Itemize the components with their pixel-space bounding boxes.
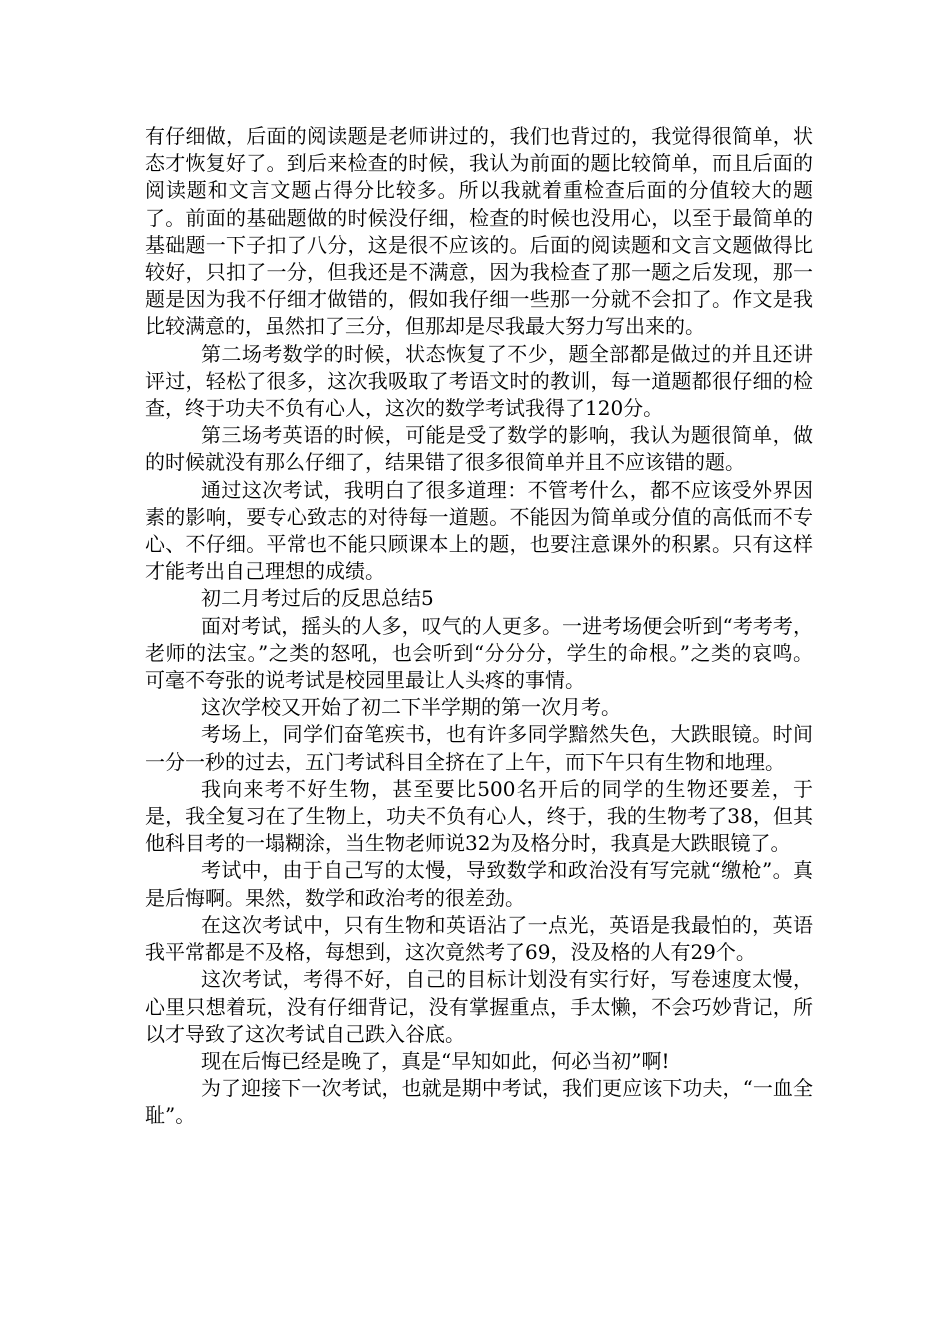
paragraph-facing-exams: 面对考试，摇头的人多，叹气的人更多。一进考场便会听到“考考考，老师的法宝。”之类的怒吼，也会听到“分分分，学生的命根。”之类的哀鸣。可毫不夸张的说考试是校园里最让人头疼的事情。 [145,613,813,693]
paragraph-reflection: 这次考试，考得不好，自己的目标计划没有实行好，写卷速度太慢，心里只想着玩，没有仔细背记，没有掌握重点，手太懒，不会巧妙背记，所以才导致了这次考试自己跌入谷底。 [145,967,813,1046]
document-body [145,123,813,1130]
paragraph-english-score: 在这次考试中，只有生物和英语沾了一点光，英语是我最怕的，英语我平常都是不及格，每想到，这次竟然考了69，没及格的人有29个。 [145,912,813,965]
paragraph-math-exam: 第二场考数学的时候，状态恢复了不少，题全部都是做过的并且还讲评过，轻松了很多，这次我吸取了考语文时的教训，每一道题都很仔细的检查，终于功夫不负有心人，这次的数学考试我得了120分。 [145,341,813,421]
paragraph-next-exam: 为了迎接下一次考试，也就是期中考试，我们更应该下功夫，“一血全耻”。 [145,1076,813,1128]
paragraph-writing-slow: 考试中，由于自己写的太慢，导致数学和政治没有写完就“缴枪”。真是后悔啊。果然，数学和政治考的很差劲。 [145,858,813,910]
paragraph-english-exam: 第三场考英语的时候，可能是受了数学的影响，我认为题很简单，做的时候就没有那么仔细了，结果错了很多很简单并且不应该错的题。 [145,423,813,475]
paragraph-biology: 我向来考不好生物，甚至要比500名开后的同学的生物还要差，于是，我全复习在了生物上，功夫不负有心人，终于，我的生物考了38，但其他科目考的一塌糊涂，当生物老师说32为及格分时，我真是大跌眼镜了。 [145,776,813,856]
paragraph-regret: 现在后悔已经是晚了，真是“早知如此，何必当初”啊! [201,1048,670,1073]
paragraph-lessons-learned: 通过这次考试，我明白了很多道理：不管考什么，都不应该受外界因素的影响，要专心致志的对待每一道题。不能因为简单或分值的高低而不专心、不仔细。平常也不能只顾课本上的题，也要注意课外的积累。只有这样才能考出自己理想的成绩。 [145,477,813,584]
paragraph-monthly-exam: 这次学校又开始了初二下半学期的第一次月考。 [201,695,621,720]
paragraph-exam-room: 考场上，同学们奋笔疾书，也有许多同学黯然失色，大跌眼镜。时间一分一秒的过去，五门考试科目全挤在了上午，而下午只有生物和地理。 [145,722,813,774]
section-title: 初二月考过后的反思总结5 [201,586,434,611]
paragraph-continuation: 有仔细做，后面的阅读题是老师讲过的，我们也背过的，我觉得很简单，状态才恢复好了。到后来检查的时候，我认为前面的题比较简单，而且后面的阅读题和文言文题占得分比较多。所以我就着重检查后面的分值较大的题了。前面的基础题做的时候没仔细，检查的时候也没用心，以至于最简单的基础题一下子扣了八分，这是很不应该的。后面的阅读题和文言文题做得比较好，只扣了一分，但我还是不满意，因为我检查了那一题之后发现，那一题是因为我不仔细才做错的，假如我仔细一些那一分就不会扣了。作文是我比较满意的，虽然扣了三分，但那却是尽我最大努力写出来的。 [145,124,813,339]
